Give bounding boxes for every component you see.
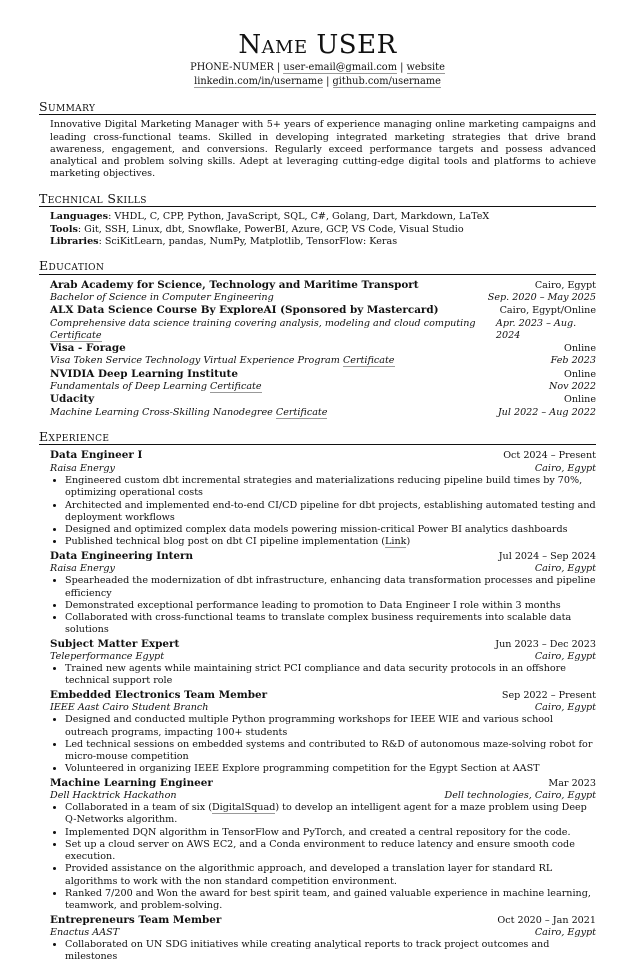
education-entry	[50, 304, 596, 342]
education-row-main	[50, 393, 596, 406]
school-location: Cairo, Egypt/Online	[499, 305, 596, 317]
bullet-text: Implemented DQN algorithm in TensorFlow and PyTorch, and created a central repository for the code.	[65, 826, 571, 838]
degree-label: Fundamentals of Deep Learning	[50, 381, 211, 393]
education-dates: Sep. 2020 – May 2025	[487, 292, 596, 304]
experience-row-sub	[50, 927, 596, 939]
experience-row-sub	[50, 563, 596, 575]
skills-heading: Technical Skills	[39, 191, 596, 208]
bullet-item	[65, 524, 596, 536]
certificate-link[interactable]: Certificate	[50, 329, 102, 341]
bullet-item	[65, 863, 596, 888]
school-name: ALX Data Science Course By ExploreAI (Sponsored by Mastercard)	[50, 304, 439, 317]
bullet-text: Engineered custom dbt incremental strategies and materializations reducing pipeline build times by 70%, optimizing operational costs	[65, 475, 583, 499]
bullet-text: Volunteered in organizing IEEE Explore programming competition for the Egypt Section at AAST	[65, 763, 540, 775]
school-name: Udacity	[50, 393, 95, 406]
experience-row-main	[50, 777, 596, 790]
experience-entry	[50, 550, 596, 637]
experience-row-main	[50, 550, 596, 563]
education-entry	[50, 342, 596, 368]
certificate-link[interactable]: Certificate	[342, 355, 395, 367]
education-row-main	[50, 279, 596, 292]
education-dates: Jul 2022 – Aug 2022	[497, 406, 596, 418]
degree-text	[50, 292, 274, 304]
company-location: Cairo, Egypt	[534, 650, 596, 662]
bullet-item	[65, 739, 596, 764]
github-link[interactable]: github.com/username	[332, 76, 441, 87]
experience-entry	[50, 689, 596, 776]
job-title: Data Engineer I	[50, 449, 143, 462]
experience-list	[39, 449, 596, 963]
bullet-item	[65, 827, 596, 839]
education-row-main	[50, 304, 596, 317]
bullet-text: Ranked 7/200 and Won the award for best spirit team, and gained valuable experience in machine learning, teamwork, and problem-solving.	[65, 888, 591, 912]
experience-entry	[50, 638, 596, 688]
experience-row-sub	[50, 702, 596, 714]
job-title: Embedded Electronics Team Member	[50, 688, 268, 701]
job-dates: Oct 2020 – Jan 2021	[497, 914, 596, 926]
education-row-main	[50, 342, 596, 355]
job-dates: Oct 2024 – Present	[503, 450, 596, 462]
bullet-text-end: )	[406, 536, 411, 548]
degree-text	[50, 318, 496, 343]
bullet-text: Architected and implemented end-to-end CI/CD pipeline for dbt projects, establishing automated testing and deployment workflows	[65, 499, 596, 523]
bullet-text-end: ) to develop an intelligent agent for a maze problem using Deep Q-Networks algorithm.	[65, 802, 587, 826]
company-name: Dell Hacktrick Hackathon	[50, 789, 177, 801]
bullet-list	[50, 575, 596, 636]
summary-text: Innovative Digital Marketing Manager with 5+ years of experience managing online marketing campaigns and leading cross-functional teams. Skilled in developing integrated marketing strategies that drive brand awareness, engagement, and conversions. Regularly exceed performance targets and possess advanced analytical and problem solving skills. Adept at leveraging cutting-edge digital tools and platforms to achieve marketing objectives.	[50, 119, 596, 180]
education-row-main	[50, 368, 596, 381]
school-location: Online	[563, 368, 596, 380]
bullet-item	[65, 600, 596, 612]
inline-link[interactable]: DigitalSquad	[211, 802, 276, 814]
skills-list	[50, 211, 596, 248]
education-row-sub	[50, 381, 596, 393]
company-location: Cairo, Egypt	[534, 562, 596, 574]
bullet-text: Collaborated with cross-functional teams to translate complex business requirements into scalable data solutions	[65, 612, 572, 636]
experience-row-main	[50, 449, 596, 462]
bullet-text: Designed and optimized complex data models powering mission-critical Power BI analytics dashboards	[65, 524, 568, 536]
job-title: Data Engineering Intern	[50, 549, 194, 562]
degree-text	[50, 381, 262, 393]
experience-entry	[50, 777, 596, 913]
experience-row-sub	[50, 790, 596, 802]
job-title: Entrepreneurs Team Member	[50, 913, 222, 926]
bullet-list	[50, 939, 596, 964]
bullet-item	[65, 714, 596, 739]
bullet-text: Provided assistance on the algorithmic approach, and developed a translation layer for standard RL algorithms to work with the non standard competition environment.	[65, 863, 553, 887]
summary-heading: Summary	[39, 99, 596, 116]
resume-header	[39, 32, 596, 89]
bullet-text: Collaborated in a team of six (	[65, 802, 212, 814]
experience-entry	[50, 914, 596, 964]
bullet-item	[65, 536, 596, 548]
degree-text	[50, 355, 395, 367]
bullet-item	[65, 663, 596, 688]
bullet-item	[65, 888, 596, 913]
education-entry	[50, 393, 596, 419]
education-dates: Apr. 2023 – Aug. 2024	[495, 317, 577, 341]
bullet-list	[50, 802, 596, 912]
job-dates: Mar 2023	[548, 777, 596, 789]
company-name: Raisa Energy	[50, 562, 115, 574]
skill-line-tools: Tools: Git, SSH, Linux, dbt, Snowflake, PowerBI, Azure, GCP, VS Code, Visual Studio	[50, 223, 464, 235]
experience-entry	[50, 449, 596, 548]
skill-line-languages: Languages: VHDL, C, CPP, Python, JavaScript, SQL, C#, Golang, Dart, Markdown, LaTeX	[50, 211, 490, 223]
experience-row-main	[50, 914, 596, 927]
bullet-text: Led technical sessions on embedded systems and contributed to R&D of autonomous maze-solving robot for micro-mouse competition	[65, 738, 593, 763]
candidate-name: Name USER	[238, 30, 397, 60]
bullet-text: Collaborated on UN SDG initiatives while creating analytical reports to track project outcomes and milestones	[65, 939, 550, 963]
school-location: Cairo, Egypt	[534, 279, 596, 291]
degree-text	[50, 407, 327, 419]
bullet-text: Set up a cloud server on AWS EC2, and a Conda environment to reduce latency and ensure smooth code execution.	[65, 838, 575, 863]
school-name: Visa - Forage	[50, 342, 126, 355]
degree-label: Visa Token Service Technology Virtual Experience Program	[50, 355, 343, 367]
education-list	[39, 279, 596, 419]
job-dates: Jun 2023 – Dec 2023	[495, 638, 596, 650]
education-dates: Nov 2022	[548, 381, 596, 393]
experience-row-main	[50, 689, 596, 702]
email-link[interactable]: user-email@gmail.com	[283, 62, 397, 74]
bullet-item	[65, 575, 596, 600]
company-name: IEEE Aast Cairo Student Branch	[50, 701, 209, 713]
certificate-link[interactable]: Certificate	[210, 381, 262, 393]
company-name: Teleperformance Egypt	[50, 650, 165, 662]
bullet-list	[50, 663, 596, 688]
certificate-link[interactable]: Certificate	[275, 406, 328, 418]
education-row-sub	[50, 292, 596, 304]
bullet-list	[50, 475, 596, 549]
education-row-sub	[50, 407, 596, 419]
website-link[interactable]: website	[406, 62, 445, 74]
school-location: Online	[563, 343, 596, 355]
experience-row-sub	[50, 463, 596, 475]
school-location: Online	[563, 394, 596, 406]
experience-row-sub	[50, 651, 596, 663]
contact-line-1: PHONE-NUMER | user-email@gmail.com | website	[190, 62, 445, 74]
school-name: NVIDIA Deep Learning Institute	[50, 367, 238, 380]
bullet-item	[65, 500, 596, 525]
bullet-item	[65, 939, 596, 964]
contact-line-2: linkedin.com/in/username | github.com/username	[194, 76, 441, 87]
bullet-text: Trained new agents while maintaining strict PCI compliance and data security protocols in an offshore technical support role	[65, 663, 566, 687]
linkedin-link[interactable]: linkedin.com/in/username	[194, 76, 323, 87]
bullet-text: Designed and conducted multiple Python programming workshops for IEEE WIE and various school outreach programs, impacting 100+ students	[65, 714, 553, 738]
job-dates: Sep 2022 – Present	[501, 689, 596, 701]
degree-label: Machine Learning Cross-Skilling Nanodegree	[50, 406, 276, 418]
bullet-item	[65, 763, 596, 775]
bullet-text: Published technical blog post on dbt CI pipeline implementation (	[65, 536, 386, 548]
experience-heading: Experience	[39, 429, 596, 446]
phone-number: PHONE-NUMER	[190, 62, 274, 74]
education-entry	[50, 279, 596, 305]
education-row-sub	[50, 355, 596, 367]
bullet-text: Demonstrated exceptional performance leading to promotion to Data Engineer I role within 3 months	[65, 599, 561, 611]
education-dates: Feb 2023	[550, 355, 596, 367]
education-heading: Education	[39, 258, 596, 275]
bullet-item	[65, 802, 596, 827]
education-entry	[50, 368, 596, 394]
company-name: Enactus AAST	[50, 926, 120, 938]
degree-label: Comprehensive data science training covering analysis, modeling and cloud computing	[50, 317, 476, 329]
company-location: Cairo, Egypt	[534, 462, 596, 474]
degree-label: Bachelor of Science in Computer Engineering	[50, 292, 274, 304]
bullet-item	[65, 839, 596, 864]
company-location: Cairo, Egypt	[534, 926, 596, 938]
bullet-item	[65, 475, 596, 500]
school-name: Arab Academy for Science, Technology and Maritime Transport	[50, 278, 419, 291]
inline-link[interactable]: Link	[385, 536, 407, 548]
job-title: Subject Matter Expert	[50, 637, 180, 650]
company-name: Raisa Energy	[50, 462, 115, 474]
experience-row-main	[50, 638, 596, 651]
bullet-list	[50, 714, 596, 775]
education-row-sub	[50, 318, 596, 343]
company-location: Cairo, Egypt	[534, 701, 596, 713]
bullet-item	[65, 612, 596, 637]
job-title: Machine Learning Engineer	[50, 776, 213, 789]
skill-line-libraries: Libraries: SciKitLearn, pandas, NumPy, Matplotlib, TensorFlow: Keras	[50, 235, 398, 247]
bullet-text: Spearheaded the modernization of dbt infrastructure, enhancing data transformation processes and pipeline efficiency	[65, 575, 596, 599]
company-location: Dell technologies, Cairo, Egypt	[444, 789, 596, 801]
job-dates: Jul 2024 – Sep 2024	[498, 550, 596, 562]
